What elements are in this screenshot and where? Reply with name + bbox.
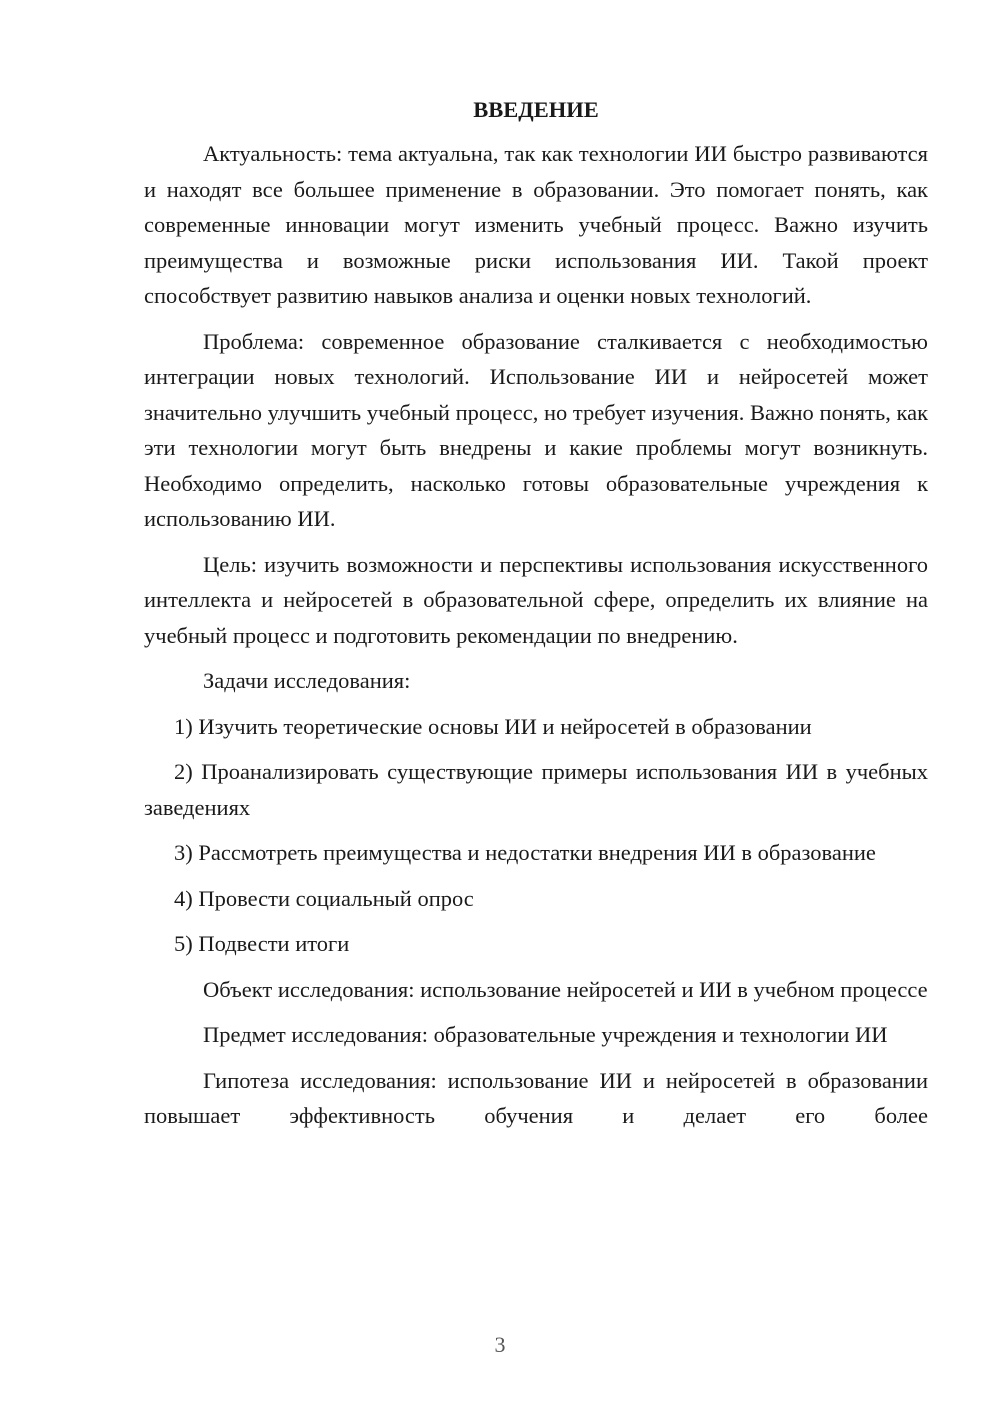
section-title: ВВЕДЕНИЕ bbox=[473, 97, 599, 122]
object-paragraph: Объект исследования: использование нейросетей и ИИ в учебном процессе bbox=[203, 976, 928, 1002]
task-item-5: 5) Подвести итоги bbox=[174, 931, 350, 956]
problem-paragraph: Проблема: современное образование сталкивается с необходимостью интеграции новых технологий. Использование ИИ и нейросетей может значительно улучшить учебный процесс, но требует изучения. Важно понять, как эти технологии могут быть внедрены и какие проблемы могут возникнуть. Необходимо определить, насколько готовы образовательные учреждения к использованию ИИ. bbox=[144, 328, 928, 531]
relevance-paragraph: Актуальность: тема актуальна, так как технологии ИИ быстро развиваются и находят все большее применение в образовании. Это помогает понять, как современные инновации могут изменить учебный процесс. Важно изучить преимущества и возможные риски использования ИИ. Такой проект способствует развитию навыков анализа и оценки новых технологий. bbox=[144, 141, 928, 308]
task-item-3: 3) Рассмотреть преимущества и недостатки внедрения ИИ в образование bbox=[174, 840, 876, 865]
task-item-4: 4) Провести социальный опрос bbox=[174, 885, 474, 911]
document-page bbox=[144, 92, 928, 1144]
hypothesis-paragraph: Гипотеза исследования: использование ИИ и нейросетей в образовании повышает эффективность обучения и делает его более bbox=[144, 1067, 928, 1128]
goal-paragraph: Цель: изучить возможности и перспективы использования искусственного интеллекта и нейросетей в образовательной сфере, определить их влияние на учебный процесс и подготовить рекомендации по внедрению. bbox=[144, 551, 928, 648]
page-number: 3 bbox=[494, 1332, 506, 1357]
tasks-heading: Задачи исследования: bbox=[203, 668, 411, 693]
subject-paragraph: Предмет исследования: образовательные учреждения и технологии ИИ bbox=[203, 1022, 888, 1047]
task-item-1: 1) Изучить теоретические основы ИИ и нейросетей в образовании bbox=[174, 713, 812, 739]
task-item-2: 2) Проанализировать существующие примеры использования ИИ в учебных заведениях bbox=[144, 759, 928, 820]
